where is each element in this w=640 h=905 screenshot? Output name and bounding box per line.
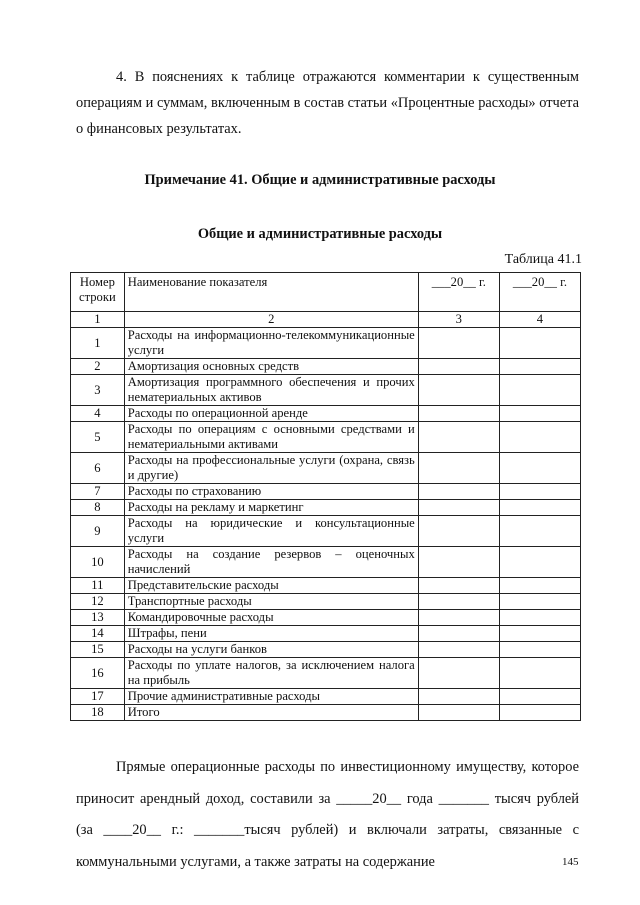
page-number: 145 — [562, 856, 579, 868]
table-header-row — [71, 273, 581, 312]
table-row — [71, 406, 581, 422]
row-number: 3 — [71, 375, 125, 406]
table-row — [71, 578, 581, 594]
row-value-period-1 — [418, 406, 499, 422]
row-value-period-1 — [418, 359, 499, 375]
table-body — [71, 312, 581, 721]
table-row — [71, 547, 581, 578]
column-number: 4 — [499, 312, 580, 328]
row-value-period-1 — [418, 422, 499, 453]
header-indicator-name: Наименование показателя — [124, 273, 418, 312]
row-value-period-1 — [418, 705, 499, 721]
row-number: 13 — [71, 610, 125, 626]
row-indicator-name: Расходы по операциям с основными средствами и нематериальными активами — [124, 422, 418, 453]
column-number: 1 — [71, 312, 125, 328]
row-value-period-1 — [418, 484, 499, 500]
row-value-period-1 — [418, 658, 499, 689]
row-indicator-name: Расходы на профессиональные услуги (охрана, связь и другие) — [124, 453, 418, 484]
row-value-period-2 — [499, 406, 580, 422]
row-value-period-1 — [418, 610, 499, 626]
table-row — [71, 484, 581, 500]
row-indicator-name: Транспортные расходы — [124, 594, 418, 610]
table-row — [71, 516, 581, 547]
table-row — [71, 626, 581, 642]
column-number-row — [71, 312, 581, 328]
table-heading: Общие и административные расходы — [197, 226, 443, 242]
row-number: 4 — [71, 406, 125, 422]
row-value-period-2 — [499, 375, 580, 406]
row-number: 2 — [71, 359, 125, 375]
row-indicator-name: Амортизация программного обеспечения и прочих нематериальных активов — [124, 375, 418, 406]
row-indicator-name: Расходы на создание резервов – оценочных начислений — [124, 547, 418, 578]
note-heading: Примечание 41. Общие и административные расходы — [144, 172, 496, 188]
row-number: 6 — [71, 453, 125, 484]
row-indicator-name: Командировочные расходы — [124, 610, 418, 626]
header-period-2: ___20__ г. — [499, 273, 580, 312]
intro-paragraph: 4. В пояснениях к таблице отражаются комментарии к существенным операциям и суммам, включенным в состав статьи «Процентные расходы» отчета о финансовых результатах. — [76, 69, 579, 137]
row-value-period-1 — [418, 689, 499, 705]
table-row — [71, 422, 581, 453]
row-indicator-name: Расходы по операционной аренде — [124, 406, 418, 422]
row-number: 9 — [71, 516, 125, 547]
row-value-period-2 — [499, 705, 580, 721]
expenses-table — [70, 272, 581, 721]
table-row — [71, 453, 581, 484]
row-value-period-1 — [418, 594, 499, 610]
column-number: 2 — [124, 312, 418, 328]
row-value-period-2 — [499, 642, 580, 658]
row-number: 14 — [71, 626, 125, 642]
row-number: 5 — [71, 422, 125, 453]
row-value-period-1 — [418, 328, 499, 359]
row-number: 12 — [71, 594, 125, 610]
table-row — [71, 705, 581, 721]
row-value-period-1 — [418, 642, 499, 658]
row-value-period-1 — [418, 516, 499, 547]
row-number: 7 — [71, 484, 125, 500]
row-value-period-2 — [499, 547, 580, 578]
table-row — [71, 642, 581, 658]
row-value-period-2 — [499, 610, 580, 626]
row-number: 17 — [71, 689, 125, 705]
table-row — [71, 328, 581, 359]
row-indicator-name: Расходы на юридические и консультационные услуги — [124, 516, 418, 547]
row-indicator-name: Расходы на рекламу и маркетинг — [124, 500, 418, 516]
row-value-period-2 — [499, 453, 580, 484]
table-row — [71, 375, 581, 406]
table-row — [71, 689, 581, 705]
row-value-period-1 — [418, 453, 499, 484]
row-value-period-1 — [418, 578, 499, 594]
row-indicator-name: Расходы по страхованию — [124, 484, 418, 500]
row-number: 8 — [71, 500, 125, 516]
row-indicator-name: Штрафы, пени — [124, 626, 418, 642]
row-value-period-2 — [499, 484, 580, 500]
row-value-period-2 — [499, 658, 580, 689]
table-row — [71, 359, 581, 375]
table-row — [71, 610, 581, 626]
row-value-period-2 — [499, 328, 580, 359]
row-number: 18 — [71, 705, 125, 721]
row-indicator-name: Амортизация основных средств — [124, 359, 418, 375]
row-number: 16 — [71, 658, 125, 689]
row-indicator-name: Расходы на услуги банков — [124, 642, 418, 658]
row-number: 11 — [71, 578, 125, 594]
row-value-period-1 — [418, 626, 499, 642]
row-value-period-1 — [418, 500, 499, 516]
row-value-period-2 — [499, 500, 580, 516]
row-value-period-2 — [499, 578, 580, 594]
row-value-period-2 — [499, 594, 580, 610]
row-value-period-2 — [499, 516, 580, 547]
row-number: 15 — [71, 642, 125, 658]
row-value-period-2 — [499, 626, 580, 642]
table-row — [71, 594, 581, 610]
header-period-1: ___20__ г. — [418, 273, 499, 312]
row-value-period-2 — [499, 422, 580, 453]
column-number: 3 — [418, 312, 499, 328]
table-caption: Таблица 41.1 — [504, 252, 582, 267]
row-value-period-1 — [418, 375, 499, 406]
row-number: 10 — [71, 547, 125, 578]
row-indicator-name: Расходы по уплате налогов, за исключением налога на прибыль — [124, 658, 418, 689]
row-indicator-name: Расходы на информационно-телекоммуникационные услуги — [124, 328, 418, 359]
row-value-period-2 — [499, 359, 580, 375]
row-value-period-1 — [418, 547, 499, 578]
row-indicator-name: Прочие административные расходы — [124, 689, 418, 705]
table-row — [71, 500, 581, 516]
row-indicator-name: Представительские расходы — [124, 578, 418, 594]
closing-paragraph: Прямые операционные расходы по инвестиционному имуществу, которое приносит арендный доход, составили за _____20__ года _______ тысяч рублей (за ____20__ г.: _______тысяч рублей) и включали затраты, связанные с коммунальными услугами, а также затраты на содержание — [76, 759, 579, 870]
row-value-period-2 — [499, 689, 580, 705]
row-indicator-name: Итого — [124, 705, 418, 721]
row-number: 1 — [71, 328, 125, 359]
table-row — [71, 658, 581, 689]
header-row-number: Номер строки — [71, 273, 125, 312]
